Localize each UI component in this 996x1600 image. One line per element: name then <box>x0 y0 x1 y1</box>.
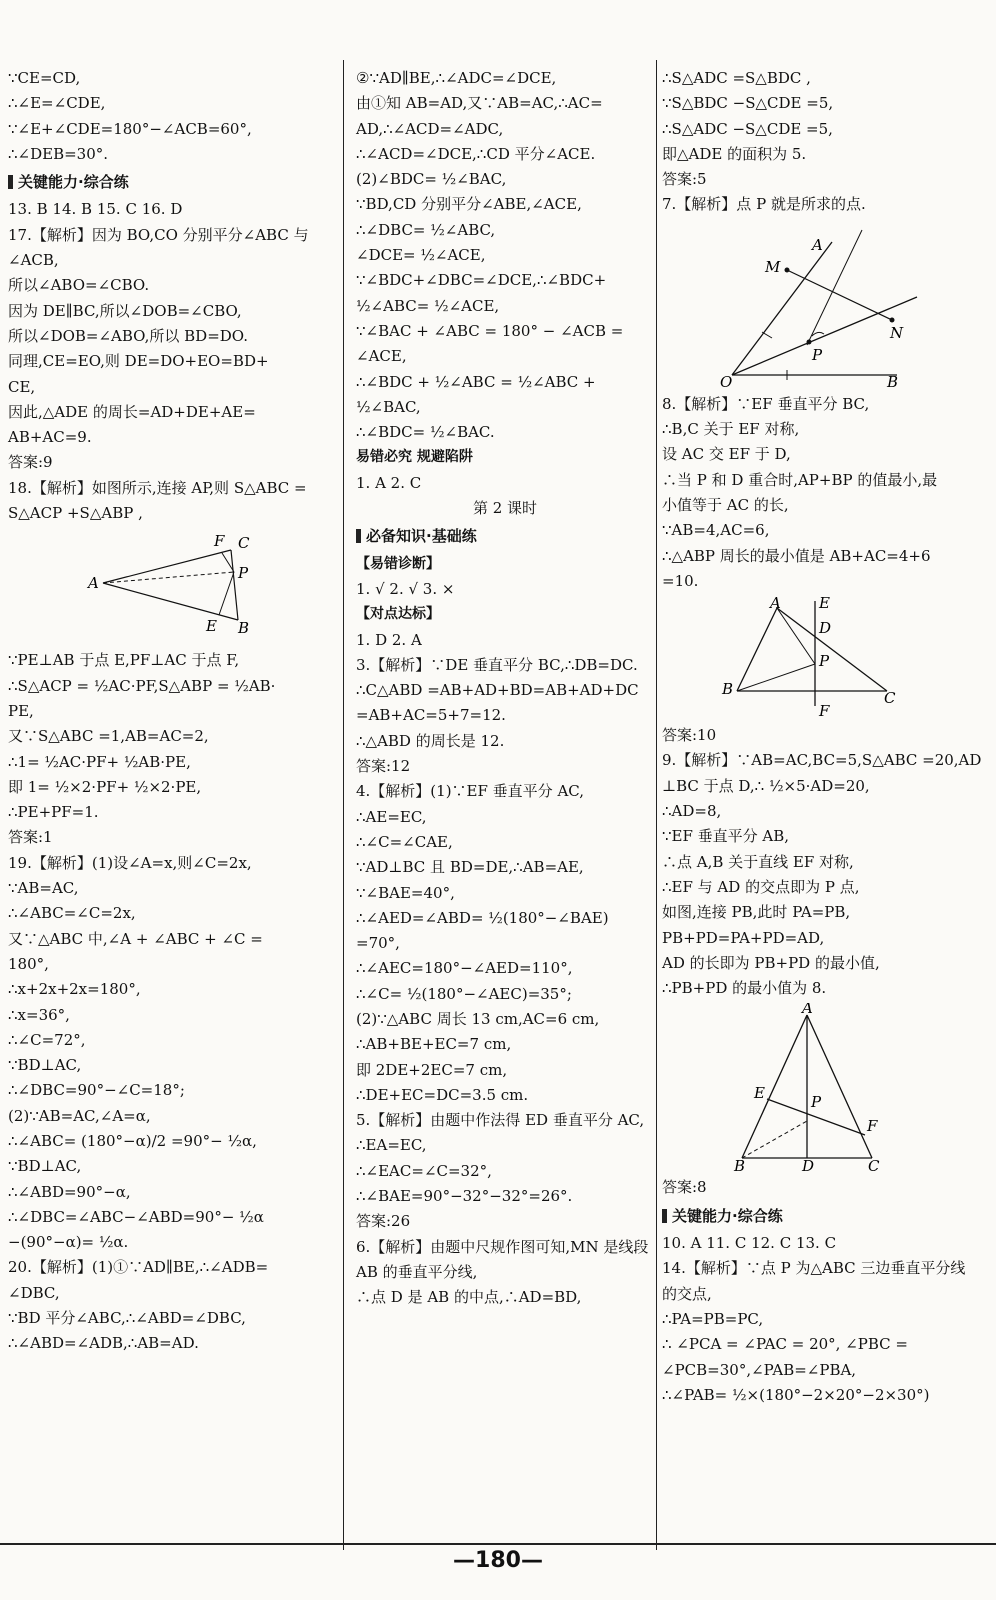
text-line: ∴AE=EC, <box>356 807 427 826</box>
text-line: 同理,CE=EO,则 DE=DO+EO=BD+ <box>8 352 269 371</box>
text-line: 答案:12 <box>356 757 411 776</box>
fig7-label-n: N <box>890 323 904 342</box>
text-line: 答案:26 <box>356 1212 411 1231</box>
text-line: ∵BD⊥AC, <box>8 1157 82 1176</box>
text-line: ∴∠ABD=90°−α, <box>8 1182 131 1201</box>
text-line: ∴∠ABC=∠C=2x, <box>8 904 136 923</box>
text-line: ∴△ABP 周长的最小值是 AB+AC=4+6 <box>662 546 931 565</box>
figure-9-triangle <box>662 1003 982 1173</box>
col2-lines-a <box>356 66 654 445</box>
text-line: 又∵S△ABC =1,AB=AC=2, <box>8 727 209 746</box>
text-line: 4.【解析】(1)∵EF 垂直平分 AC, <box>356 782 584 801</box>
text-line: 13. B 14. B 15. C 16. D <box>8 200 183 219</box>
text-line: 所以∠ABO=∠CBO. <box>8 276 150 295</box>
section-heading: 关键能力·综合练 <box>662 1204 990 1229</box>
text-line: ∴∠C= ½(180°−∠AEC)=35°; <box>356 984 572 1003</box>
text-line: ∴∠C=72°, <box>8 1030 86 1049</box>
text-line: 小值等于 AC 的长, <box>662 495 789 514</box>
text-line: ∴∠BDC= ½∠BAC. <box>356 423 495 442</box>
text-line: ⊥BC 于点 D,∴ ½×5·AD=20, <box>662 776 870 795</box>
column-divider-1 <box>343 60 344 1550</box>
col2-lines-b <box>356 628 654 1311</box>
fig9-label-f: F <box>867 1117 878 1136</box>
text-line: ∴∠DBC=∠ABC−∠ABD=90°− ½α <box>8 1207 264 1226</box>
text-line: AB+AC=9. <box>8 428 92 447</box>
text-line: 因此,△ADE 的周长=AD+DE+AE= <box>8 402 256 421</box>
column-divider-2 <box>656 60 657 1550</box>
text-line: ∴AB+BE+EC=7 cm, <box>356 1035 512 1054</box>
text-line: 18.【解析】如图所示,连接 AP,则 S△ABC = <box>8 478 307 497</box>
text-line: ∵BD,CD 分别平分∠ABE,∠ACE, <box>356 195 582 214</box>
text-line: 3.【解析】∵DE 垂直平分 BC,∴DB=DC. <box>356 655 638 674</box>
text-line: ½∠ABC= ½∠ACE, <box>356 296 500 315</box>
col3-lines-d <box>662 1175 990 1200</box>
text-line: ∵AD⊥BC 且 BD=DE,∴AB=AE, <box>356 858 584 877</box>
text-line: ∴ ∠PCA = ∠PAC = 20°, ∠PBC = <box>662 1335 908 1354</box>
text-line: ∠DBC, <box>8 1283 60 1302</box>
figure-18-triangle <box>8 528 328 646</box>
col3-lines-b <box>662 392 990 594</box>
text-line: ∴点 A,B 关于直线 EF 对称, <box>662 852 854 871</box>
text-line: ∵AB=AC, <box>8 879 79 898</box>
text-line: ∠ACE, <box>356 347 407 366</box>
fig8-label-e: E <box>819 596 830 613</box>
col3-lines-a <box>662 66 990 218</box>
text-line: ∴点 D 是 AB 的中点,∴AD=BD, <box>356 1288 582 1307</box>
text-line: 19.【解析】(1)设∠A=x,则∠C=2x, <box>8 853 252 872</box>
bottom-rule <box>0 1543 996 1545</box>
fig9-label-d: D <box>802 1157 815 1174</box>
text-line: 即 1= ½×2·PF+ ½×2·PE, <box>8 777 202 796</box>
fig7-label-m: M <box>765 257 781 276</box>
text-line: 5.【解析】由题中作法得 ED 垂直平分 AC, <box>356 1111 645 1130</box>
text-line: ∴∠BDC + ½∠ABC = ½∠ABC + <box>356 372 596 391</box>
text-line: =70°, <box>356 934 400 953</box>
text-line: −(90°−α)= ½α. <box>8 1233 129 1252</box>
fig18-label-b: B <box>238 619 250 638</box>
text-line: ∴S△ADC =S△BDC , <box>662 69 811 87</box>
text-line: ∴PE+PF=1. <box>8 803 99 822</box>
fig18-label-p: P <box>238 564 249 583</box>
fig9-label-c: C <box>868 1157 880 1174</box>
text-line: ∴∠ACD=∠DCE,∴CD 平分∠ACE. <box>356 144 596 163</box>
text-line: (2)∠BDC= ½∠BAC, <box>356 170 507 189</box>
text-line: 的交点, <box>662 1284 712 1303</box>
fig7-label-o: O <box>720 372 733 390</box>
section-heading: 关键能力·综合练 <box>8 170 336 195</box>
col1-lines-b <box>8 197 336 526</box>
col1-lines-c <box>8 648 336 1356</box>
text-line: CE, <box>8 377 36 396</box>
text-line: AB 的垂直平分线, <box>356 1262 478 1281</box>
text-line: ∵∠BAC + ∠ABC = 180° − ∠ACB = <box>356 321 624 340</box>
text-line: ∴DE+EC=DC=3.5 cm. <box>356 1085 529 1104</box>
page-number: —180— <box>453 1548 543 1573</box>
text-line: ∴∠ABC= (180°−α)/2 =90°− ½α, <box>8 1131 257 1150</box>
fig7-label-p: P <box>812 345 823 364</box>
text-line: 180°, <box>8 954 49 973</box>
text-line: 由①知 AB=AD,又∵AB=AC,∴AC= <box>356 94 603 113</box>
text-line: ∴当 P 和 D 重合时,AP+BP 的值最小,最 <box>662 470 938 489</box>
text-line: =10. <box>662 571 699 590</box>
heading-yicuo: 易错必究 规避陷阱 <box>356 449 473 466</box>
text-line: ∠PCB=30°,∠PAB=∠PBA, <box>662 1360 857 1379</box>
text-line: 答案:10 <box>662 726 717 745</box>
fig18-label-c: C <box>238 534 250 553</box>
fig9-label-p: P <box>811 1093 822 1112</box>
fig18-label-f: F <box>214 532 225 551</box>
text-line: ∵S△BDC −S△CDE =5, <box>662 94 834 113</box>
figure-7-construction <box>662 220 982 390</box>
text-line: PB+PD=PA+PD=AD, <box>662 928 825 947</box>
text-line: =AB+AC=5+7=12. <box>356 706 506 725</box>
text-line: 8.【解析】∵EF 垂直平分 BC, <box>662 394 870 413</box>
text-line: ∵BD 平分∠ABC,∴∠ABD=∠DBC, <box>8 1309 246 1328</box>
text-line: ∴∠ABD=∠ADB,∴AB=AD. <box>8 1334 199 1353</box>
text-line: 如图,连接 PB,此时 PA=PB, <box>662 903 851 922</box>
text-line: 又∵△ABC 中,∠A + ∠ABC + ∠C = <box>8 929 263 948</box>
text-line: ∴B,C 关于 EF 对称, <box>662 420 800 439</box>
text-line: ∵∠BAE=40°, <box>356 883 455 902</box>
column-1 <box>8 66 336 1357</box>
figure-8-triangle <box>662 596 982 721</box>
text-line: 9.【解析】∵AB=AC,BC=5,S△ABC =20,AD <box>662 751 982 770</box>
answers-zhenduan: 1. √ 2. √ 3. × <box>356 579 455 598</box>
text-line: S△ACP +S△ABP , <box>8 504 143 523</box>
col1-lines-a <box>8 66 336 167</box>
text-line: ∵CE=CD, <box>8 69 81 87</box>
text-line: AD 的长即为 PB+PD 的最小值, <box>662 953 880 972</box>
col3-lines-e <box>662 1231 990 1408</box>
text-line: PE, <box>8 701 34 720</box>
text-line: ∴∠E=∠CDE, <box>8 94 106 113</box>
text-line: 7.【解析】点 P 就是所求的点. <box>662 195 866 214</box>
text-line: ∵PE⊥AB 于点 E,PF⊥AC 于点 F, <box>8 651 240 670</box>
text-line: 14.【解析】∵点 P 为△ABC 三边垂直平分线 <box>662 1259 966 1278</box>
text-line: ∴∠BAE=90°−32°−32°=26°. <box>356 1187 573 1206</box>
text-line: 即△ADE 的面积为 5. <box>662 144 807 163</box>
text-line: ∴x+2x+2x=180°, <box>8 980 141 999</box>
text-line: 所以∠DOB=∠ABO,所以 BD=DO. <box>8 326 248 345</box>
fig7-label-a: A <box>812 235 823 254</box>
heading-zhenduan: 【易错诊断】 <box>356 555 440 572</box>
text-line: ∴EA=EC, <box>356 1136 427 1155</box>
text-line: 17.【解析】因为 BO,CO 分别平分∠ABC 与 <box>8 225 309 244</box>
fig8-label-b: B <box>722 680 734 699</box>
fig18-label-e: E <box>206 617 217 636</box>
text-line: 20.【解析】(1)①∵AD∥BE,∴∠ADB= <box>8 1258 269 1277</box>
text-line: 答案:8 <box>662 1178 707 1197</box>
text-line: 10. A 11. C 12. C 13. C <box>662 1234 837 1253</box>
fig9-label-a: A <box>802 1003 813 1018</box>
text-line: ∴PB+PD 的最小值为 8. <box>662 979 827 998</box>
text-line: ∴C△ABD =AB+AD+BD=AB+AD+DC <box>356 681 639 700</box>
text-line: ∵∠BDC+∠DBC=∠DCE,∴∠BDC+ <box>356 271 607 290</box>
text-line: ∵AB=4,AC=6, <box>662 521 770 540</box>
column-3 <box>662 66 990 1408</box>
text-line: (2)∵AB=AC,∠A=α, <box>8 1106 151 1125</box>
text-line: ∵EF 垂直平分 AB, <box>662 827 790 846</box>
heading-duidian: 【对点达标】 <box>356 606 440 623</box>
fig8-label-d: D <box>819 619 832 638</box>
fig9-label-b: B <box>734 1157 746 1174</box>
text-line: 1. D 2. A <box>356 630 422 649</box>
text-line: 答案:5 <box>662 170 707 189</box>
text-line: ∴∠AEC=180°−∠AED=110°, <box>356 959 573 978</box>
fig18-label-a: A <box>88 574 99 593</box>
text-line: ②∵AD∥BE,∴∠ADC=∠DCE, <box>356 69 557 87</box>
fig9-label-e: E <box>754 1084 765 1103</box>
text-line: ∠ACB, <box>8 251 59 270</box>
text-line: ∴△ABD 的周长是 12. <box>356 731 505 750</box>
text-line: ∵∠E+∠CDE=180°−∠ACB=60°, <box>8 119 252 138</box>
text-line: 设 AC 交 EF 于 D, <box>662 445 791 464</box>
fig8-label-c: C <box>884 689 896 708</box>
fig8-label-p: P <box>819 652 830 671</box>
col3-lines-c <box>662 723 990 1001</box>
text-line: ½∠BAC, <box>356 397 421 416</box>
text-line: 答案:9 <box>8 453 53 472</box>
lesson-title: 第 2 课时 <box>472 499 538 518</box>
text-line: 答案:1 <box>8 828 53 847</box>
text-line: ∴AD=8, <box>662 802 722 821</box>
text-line: ∴∠DEB=30°. <box>8 144 109 163</box>
text-line: 因为 DE∥BC,所以∠DOB=∠CBO, <box>8 301 242 320</box>
text-line: ∴EF 与 AD 的交点即为 P 点, <box>662 877 860 896</box>
text-line: ∴S△ADC −S△CDE =5, <box>662 119 833 138</box>
text-line: (2)∵△ABC 周长 13 cm,AC=6 cm, <box>356 1009 600 1028</box>
fig8-label-f: F <box>819 702 830 721</box>
text-line: AD,∴∠ACD=∠ADC, <box>356 119 504 138</box>
text-line: ∴S△ACP = ½AC·PF,S△ABP = ½AB· <box>8 676 276 695</box>
text-line: ∴1= ½AC·PF+ ½AB·PE, <box>8 752 191 771</box>
text-line: ∴∠AED=∠ABD= ½(180°−∠BAE) <box>356 908 609 927</box>
text-line: ∴∠DBC=90°−∠C=18°; <box>8 1081 185 1100</box>
fig8-label-a: A <box>770 596 781 613</box>
text-line: ∴∠C=∠CAE, <box>356 832 453 851</box>
text-line: ∵BD⊥AC, <box>8 1056 82 1075</box>
text-line: ∴∠DBC= ½∠ABC, <box>356 220 496 239</box>
text-line: ∴x=36°, <box>8 1005 70 1024</box>
column-2 <box>356 66 654 1311</box>
section-heading: 必备知识·基础练 <box>356 524 654 549</box>
fig7-label-b: B <box>887 372 899 390</box>
text-line: ∠DCE= ½∠ACE, <box>356 246 486 265</box>
text-line: ∴∠EAC=∠C=32°, <box>356 1161 492 1180</box>
text-line: 6.【解析】由题中尺规作图可知,MN 是线段 <box>356 1237 649 1256</box>
text-line: ∴∠PAB= ½×(180°−2×20°−2×30°) <box>662 1385 930 1404</box>
text-line: ∴PA=PB=PC, <box>662 1309 764 1328</box>
text-line: 即 2DE+2EC=7 cm, <box>356 1060 508 1079</box>
answers-yicuo: 1. A 2. C <box>356 473 422 492</box>
